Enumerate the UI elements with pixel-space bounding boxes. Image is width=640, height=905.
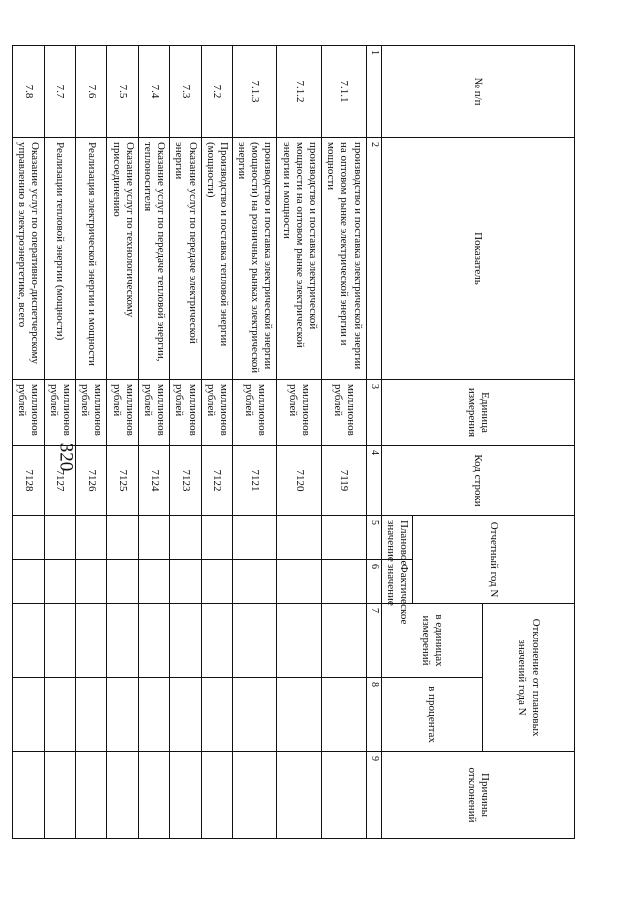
- cell-planned: [322, 516, 367, 560]
- row-indicator: Производство и поставка тепловой энергии (мощности): [201, 138, 232, 380]
- row-code: 7120: [277, 446, 322, 516]
- cell-dev-percent: [232, 678, 277, 752]
- cell-dev-units: [76, 604, 107, 678]
- col-number: 1: [366, 46, 381, 138]
- row-code: 7123: [170, 446, 201, 516]
- header-actual: Фактическое значение: [381, 560, 412, 604]
- col-number: 3: [366, 380, 381, 446]
- row-unit: миллионов рублей: [44, 380, 75, 446]
- row-unit: миллионов рублей: [76, 380, 107, 446]
- cell-planned: [44, 516, 75, 560]
- cell-reasons: [76, 752, 107, 839]
- header-planned: Плановое значение: [381, 516, 412, 560]
- cell-dev-percent: [277, 678, 322, 752]
- row-num: 7.1.1: [322, 46, 367, 138]
- col-number: 5: [366, 516, 381, 560]
- cell-planned: [138, 516, 169, 560]
- page-number-text: 320: [55, 442, 76, 472]
- col-number: 8: [366, 678, 381, 752]
- row-code: 7119: [322, 446, 367, 516]
- cell-actual: [12, 560, 44, 604]
- row-unit: миллионов рублей: [322, 380, 367, 446]
- cell-actual: [170, 560, 201, 604]
- col-number: 6: [366, 560, 381, 604]
- row-num: 7.7: [44, 46, 75, 138]
- row-unit: миллионов рублей: [107, 380, 138, 446]
- cell-planned: [201, 516, 232, 560]
- cell-dev-percent: [170, 678, 201, 752]
- table-row: [170, 46, 201, 839]
- cell-dev-units: [201, 604, 232, 678]
- row-indicator: Реализация электрической энергии и мощности: [76, 138, 107, 380]
- cell-planned: [232, 516, 277, 560]
- row-unit: миллионов рублей: [201, 380, 232, 446]
- cell-reasons: [138, 752, 169, 839]
- header-indicator: Показатель: [381, 138, 574, 380]
- row-num: 7.2: [201, 46, 232, 138]
- header-dev-percent: в процентах: [381, 678, 482, 752]
- row-indicator: Оказание услуг по передаче электрической энергии: [170, 138, 201, 380]
- col-number: 2: [366, 138, 381, 380]
- column-numbers-row: [366, 46, 381, 839]
- row-indicator: производство и поставка электрической энергии на оптовом рынке электрической энергии и мощности: [322, 138, 367, 380]
- row-unit: миллионов рублей: [138, 380, 169, 446]
- header-num: № п/п: [381, 46, 574, 138]
- cell-dev-percent: [12, 678, 44, 752]
- cell-actual: [232, 560, 277, 604]
- cell-dev-units: [44, 604, 75, 678]
- cell-actual: [322, 560, 367, 604]
- cell-dev-percent: [201, 678, 232, 752]
- row-unit: миллионов рублей: [170, 380, 201, 446]
- cell-dev-units: [12, 604, 44, 678]
- table-row: [44, 46, 75, 839]
- table-row: [107, 46, 138, 839]
- cell-dev-units: [322, 604, 367, 678]
- cell-actual: [107, 560, 138, 604]
- row-unit: миллионов рублей: [232, 380, 277, 446]
- col-number: 4: [366, 446, 381, 516]
- cell-dev-units: [138, 604, 169, 678]
- cell-reasons: [12, 752, 44, 839]
- cell-dev-units: [170, 604, 201, 678]
- cell-planned: [76, 516, 107, 560]
- table-row: [76, 46, 107, 839]
- cell-actual: [277, 560, 322, 604]
- header-code: Код строки: [381, 446, 574, 516]
- row-code: 7127: [44, 446, 75, 516]
- report-table: [12, 45, 575, 839]
- cell-actual: [201, 560, 232, 604]
- row-num: 7.3: [170, 46, 201, 138]
- cell-dev-percent: [107, 678, 138, 752]
- cell-actual: [138, 560, 169, 604]
- row-unit: миллионов рублей: [277, 380, 322, 446]
- row-code: 7125: [107, 446, 138, 516]
- header-report-year: Отчетный год N: [413, 516, 575, 604]
- col-number: 7: [366, 604, 381, 678]
- row-unit: миллионов рублей: [12, 380, 44, 446]
- cell-dev-percent: [44, 678, 75, 752]
- cell-reasons: [44, 752, 75, 839]
- row-code: 7121: [232, 446, 277, 516]
- header-deviation: Отклонение от плановых значений года N: [483, 604, 575, 752]
- cell-reasons: [107, 752, 138, 839]
- cell-dev-units: [232, 604, 277, 678]
- cell-reasons: [170, 752, 201, 839]
- row-indicator: производство и поставка электрической мощности на оптовом рынке электрической энергии и мощности: [277, 138, 322, 380]
- cell-dev-units: [277, 604, 322, 678]
- header-row-1: [483, 46, 575, 839]
- cell-reasons: [322, 752, 367, 839]
- row-num: 7.5: [107, 46, 138, 138]
- cell-planned: [277, 516, 322, 560]
- header-dev-units: в единицах измерений: [381, 604, 482, 678]
- row-num: 7.4: [138, 46, 169, 138]
- row-indicator: Реализации тепловой энергии (мощности): [44, 138, 75, 380]
- col-number: 9: [366, 752, 381, 839]
- row-indicator: Оказание услуг по передаче тепловой энергии, теплоносителя: [138, 138, 169, 380]
- cell-dev-percent: [76, 678, 107, 752]
- row-indicator: Оказание услуг по технологическому присоединению: [107, 138, 138, 380]
- row-code: 7122: [201, 446, 232, 516]
- cell-planned: [107, 516, 138, 560]
- cell-planned: [12, 516, 44, 560]
- table-row: [138, 46, 169, 839]
- row-indicator: Оказание услуг по оперативно-диспетчерскому управлению в электроэнергетике, всего: [12, 138, 44, 380]
- row-num: 7.1.2: [277, 46, 322, 138]
- row-num: 7.1.3: [232, 46, 277, 138]
- row-indicator: производство и поставка электрической энергии (мощности) на розничных рынках электрической энергии: [232, 138, 277, 380]
- row-num: 7.6: [76, 46, 107, 138]
- table-row: [232, 46, 277, 839]
- row-num: 7.8: [12, 46, 44, 138]
- header-reasons: Причины отклонений: [381, 752, 574, 839]
- cell-actual: [76, 560, 107, 604]
- table-row: [201, 46, 232, 839]
- cell-planned: [170, 516, 201, 560]
- row-code: 7124: [138, 446, 169, 516]
- cell-reasons: [277, 752, 322, 839]
- table-row: [12, 46, 44, 839]
- row-code: 7126: [76, 446, 107, 516]
- header-unit: Единица измерения: [381, 380, 574, 446]
- cell-dev-percent: [322, 678, 367, 752]
- cell-actual: [44, 560, 75, 604]
- cell-dev-percent: [138, 678, 169, 752]
- row-code: 7128: [12, 446, 44, 516]
- cell-dev-units: [107, 604, 138, 678]
- cell-reasons: [201, 752, 232, 839]
- cell-reasons: [232, 752, 277, 839]
- table-row: [277, 46, 322, 839]
- table-row: [322, 46, 367, 839]
